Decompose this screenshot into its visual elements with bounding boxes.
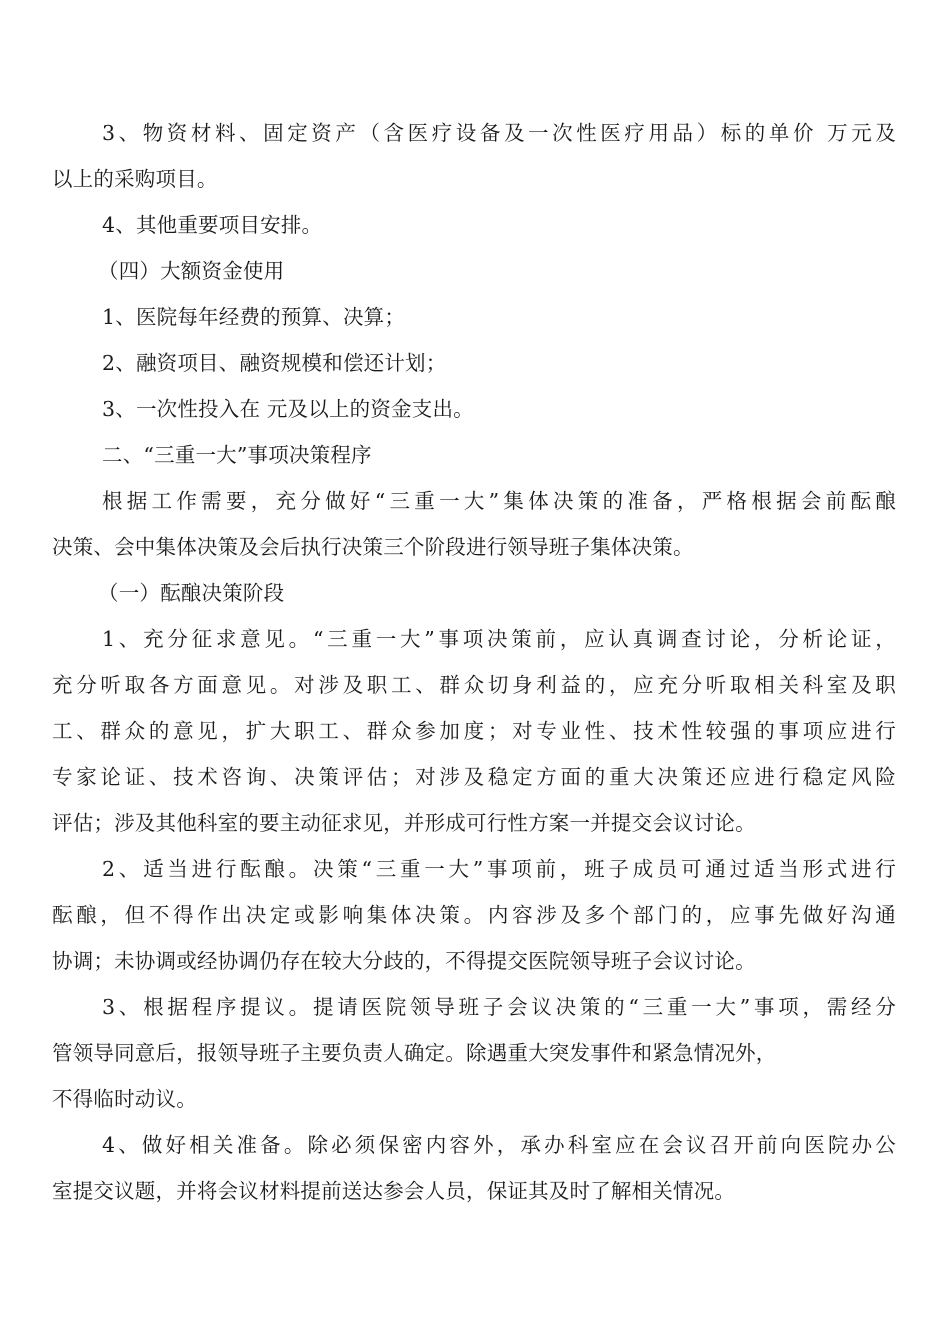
text-line: 2、融资项目、融资规模和偿还计划；: [102, 351, 447, 375]
text-line: 4、其他重要项目安排。: [102, 213, 323, 237]
text-line: 决策、会中集体决策及会后执行决策三个阶段进行领导班子集体决策。: [52, 535, 694, 559]
text-line: 1、医院每年经费的预算、决算；: [102, 305, 406, 329]
text-line: 2、适当进行酝酿。决策“三重一大”事项前，班子成员可通过适当形式进行: [102, 857, 896, 881]
text-line: 协调；未协调或经协调仍存在较大分歧的，不得提交医院领导班子会议讨论。: [52, 949, 756, 973]
text-line: 3、一次性投入在 元及以上的资金支出。: [102, 397, 474, 421]
text-line: 3、根据程序提议。提请医院领导班子会议决策的“三重一大”事项，需经分: [102, 995, 896, 1019]
text-line: 管领导同意后，报领导班子主要负责人确定。除遇重大突发事件和紧急情况外，: [52, 1041, 777, 1065]
section-heading: 二、“三重一大”事项决策程序: [102, 443, 372, 467]
text-line: 不得临时动议。: [52, 1087, 197, 1111]
text-line: 室提交议题，并将会议材料提前送达参会人员，保证其及时了解相关情况。: [52, 1179, 736, 1203]
section-heading: （一）酝酿决策阶段: [98, 581, 285, 605]
text-line: 评估；涉及其他科室的要主动征求见，并形成可行性方案一并提交会议讨论。: [52, 811, 756, 835]
text-line: 专家论证、技术咨询、决策评估；对涉及稳定方面的重大决策还应进行稳定风险: [52, 765, 896, 789]
text-line: 充分听取各方面意见。对涉及职工、群众切身利益的，应充分听取相关科室及职: [52, 673, 896, 697]
text-line: 工、群众的意见，扩大职工、群众参加度；对专业性、技术性较强的事项应进行: [52, 719, 896, 743]
text-line: 3、物资材料、固定资产（含医疗设备及一次性医疗用品）标的单价 万元及: [102, 121, 896, 145]
text-line: 以上的采购项目。: [52, 167, 218, 191]
text-line: 根据工作需要，充分做好“三重一大”集体决策的准备，严格根据会前酝酿: [102, 489, 896, 513]
text-line: 酝酿，但不得作出决定或影响集体决策。内容涉及多个部门的，应事先做好沟通: [52, 903, 896, 927]
section-heading: （四）大额资金使用: [98, 259, 285, 283]
text-line: 4、做好相关准备。除必须保密内容外，承办科室应在会议召开前向医院办公: [102, 1133, 896, 1157]
text-line: 1、充分征求意见。“三重一大”事项决策前，应认真调查讨论，分析论证，: [102, 627, 896, 651]
